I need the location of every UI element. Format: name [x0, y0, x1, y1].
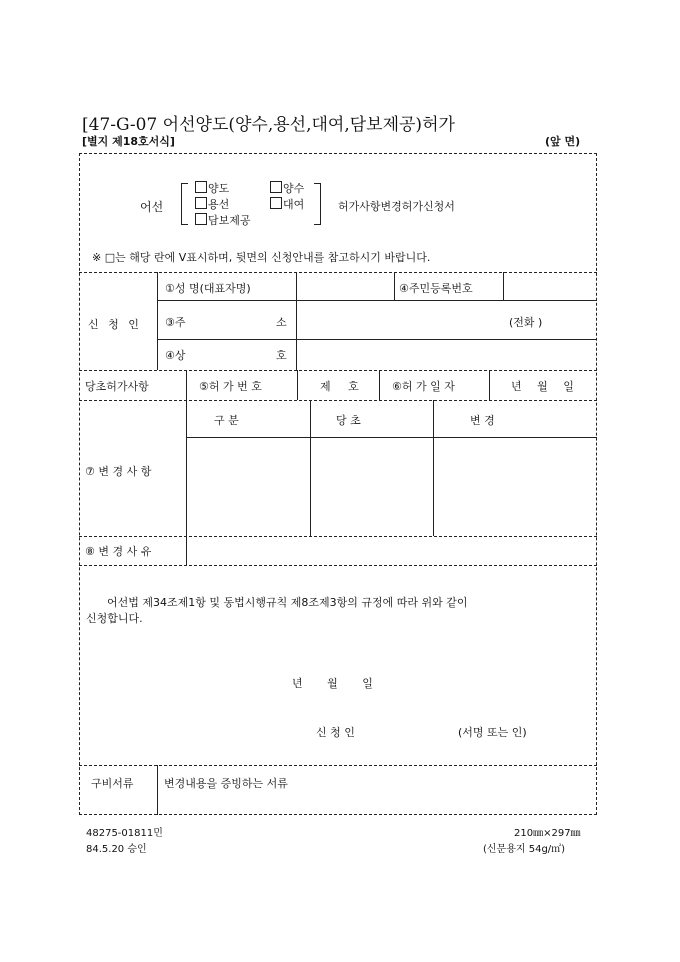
permit-date-label: ⑥허 가 일 자: [392, 380, 455, 393]
notice-text: ※ □는 해당 란에 V표시하며, 뒷면의 신청안내를 참고하시기 바랍니다.: [92, 251, 431, 264]
checkbox-icon: [270, 181, 282, 193]
checkbox-icon: [195, 181, 207, 193]
option-transfer[interactable]: 양도: [195, 180, 229, 196]
footer-size: 210㎜×297㎜: [514, 828, 581, 839]
divider: [157, 765, 158, 815]
divider: [433, 400, 434, 536]
company-label: ④상: [165, 349, 186, 362]
change-original-field[interactable]: [314, 441, 430, 533]
column-changed: 변 경: [470, 414, 495, 427]
declaration-line-2: 신청합니다.: [86, 612, 143, 625]
application-form-title: 허가사항변경허가신청서: [338, 200, 455, 213]
checkbox-icon: [270, 197, 282, 209]
permit-number-label: ⑤허 가 번 호: [199, 380, 262, 393]
divider: [310, 400, 311, 536]
id-number-label: ④주민등록번호: [399, 282, 473, 295]
address-field[interactable]: [300, 305, 500, 335]
right-bracket: [314, 183, 321, 225]
signature-label: (서명 또는 인): [458, 726, 527, 739]
divider: [157, 272, 158, 370]
vessel-prefix: 어선: [140, 200, 164, 214]
changes-section-label: ⑦ 변 경 사 항: [85, 465, 152, 478]
divider: [297, 370, 298, 400]
company-label-end: 호: [276, 349, 287, 362]
declaration-line-1: 어선법 제34조제1항 및 동법시행규칙 제8조제3항의 규정에 따라 위와 같이: [107, 596, 468, 609]
reason-section-label: ⑧ 변 경 사 유: [85, 545, 152, 558]
divider: [503, 272, 504, 300]
applicant-section-label: 신 청 인: [88, 318, 139, 331]
declaration-date: 년 월 일: [292, 677, 373, 690]
permit-number-value: 제 호: [320, 380, 359, 393]
footer-approval: 84.5.20 승인: [86, 844, 147, 855]
form-title: [47-G-07 어선양도(양수,용선,대여,담보제공)허가: [82, 115, 455, 135]
phone-label: (전화 ): [509, 316, 543, 329]
divider: [157, 339, 597, 340]
id-number-field[interactable]: [507, 277, 593, 297]
footer-code: 48275-01811민: [86, 828, 163, 839]
page-side: (앞 면): [545, 135, 581, 148]
option-collateral[interactable]: 담보제공: [195, 212, 251, 228]
divider: [296, 300, 297, 370]
address-label-end: 소: [276, 316, 287, 329]
divider: [79, 400, 597, 401]
divider: [186, 370, 187, 565]
reason-field[interactable]: [190, 539, 593, 563]
option-charter[interactable]: 용선: [195, 196, 229, 212]
divider: [186, 437, 597, 438]
permit-date-value: 년 월 일: [511, 380, 574, 393]
divider: [489, 370, 490, 400]
name-field[interactable]: [300, 277, 390, 297]
divider: [79, 370, 597, 371]
company-field[interactable]: [300, 343, 590, 367]
declaration-applicant: 신 청 인: [316, 726, 355, 739]
change-category-field[interactable]: [190, 441, 306, 533]
attachments-label: 구비서류: [91, 777, 134, 790]
column-original: 당 초: [336, 414, 361, 427]
left-bracket: [181, 183, 188, 225]
column-category: 구 분: [214, 414, 239, 427]
attachments-value: 변경내용을 증빙하는 서류: [164, 777, 288, 790]
name-label: ①성 명(대표자명): [165, 282, 251, 295]
original-permit-label: 당초허가사항: [85, 380, 149, 393]
option-acquire[interactable]: 양수: [270, 180, 304, 196]
divider: [79, 536, 597, 537]
footer-paper: (신문용지 54g/㎡): [483, 844, 566, 855]
divider: [157, 300, 597, 301]
checkbox-icon: [195, 197, 207, 209]
divider: [79, 565, 597, 566]
change-new-field[interactable]: [437, 441, 593, 533]
checkbox-icon: [195, 213, 207, 225]
divider: [379, 370, 380, 400]
address-label: ③주: [165, 316, 186, 329]
divider: [296, 272, 297, 300]
option-lease[interactable]: 대여: [270, 196, 304, 212]
form-number: [별지 제18호서식]: [82, 135, 175, 148]
divider: [394, 272, 395, 300]
